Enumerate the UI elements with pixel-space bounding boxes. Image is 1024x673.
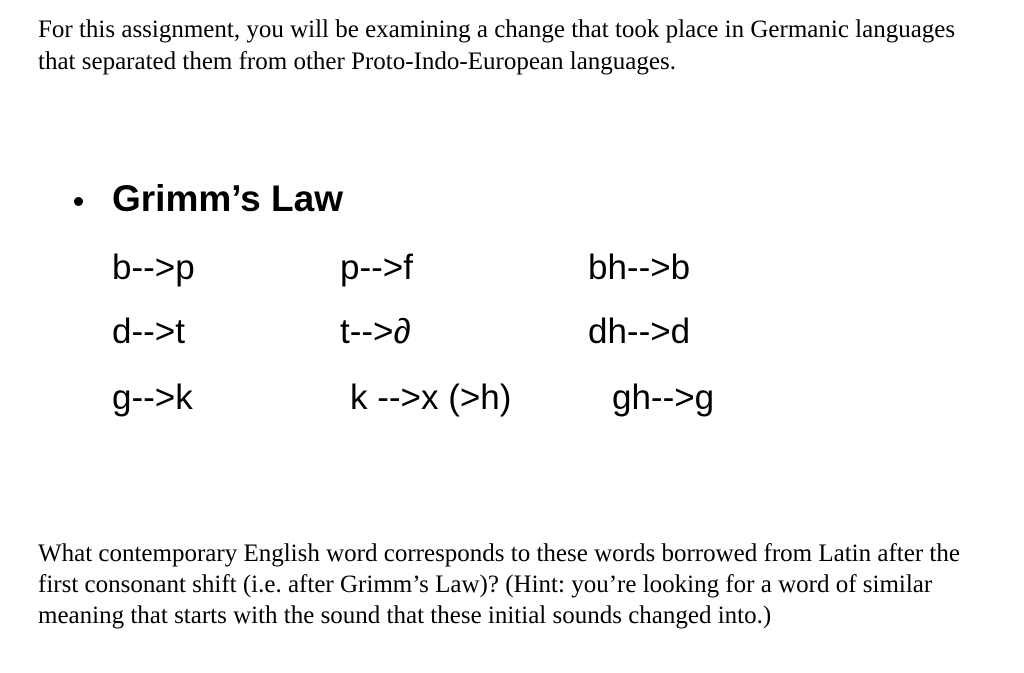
bullet-icon (74, 197, 83, 206)
shift-bh-to-b: bh-->b (588, 248, 691, 287)
intro-paragraph: For this assignment, you will be examining a change that took place in Germanic languages that separated them from other Proto-Indo-European languages. (38, 16, 956, 75)
grimms-law-slide (0, 170, 1024, 440)
shift-p-to-f: p-->f (340, 248, 413, 287)
shift-gh-to-g: gh-->g (612, 378, 715, 417)
question-paragraph: What contemporary English word corresponds to these words borrowed from Latin after the first consonant shift (i.e. after Grimm’s Law)? (Hint: you’re looking for a word of similar meaning that starts with the sound that these initial sounds changed into.) (38, 540, 960, 629)
shift-t-to-th: t-->∂ (340, 312, 411, 351)
shift-dh-to-d: dh-->d (588, 312, 691, 351)
shift-g-to-k: g-->k (112, 378, 193, 417)
shift-d-to-t: d-->t (112, 312, 185, 351)
slide-heading: Grimm’s Law (112, 178, 343, 219)
shift-b-to-p: b-->p (112, 248, 195, 287)
shift-k-to-x: k -->x (>h) (350, 378, 512, 417)
